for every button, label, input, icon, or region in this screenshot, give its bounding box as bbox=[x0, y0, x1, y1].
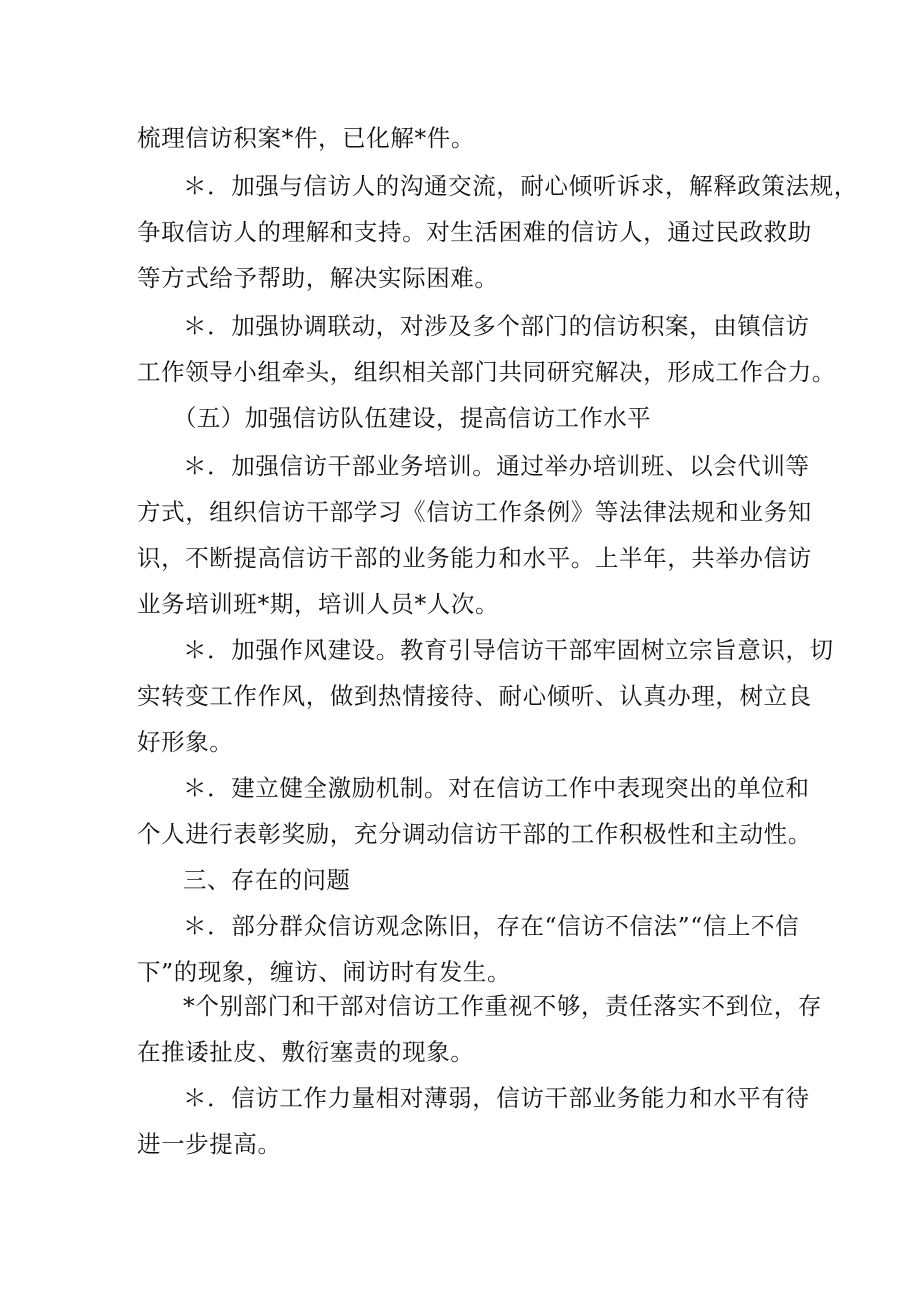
body-line: 识，不断提高信访干部的业务能力和水平。上半年，共举办信访 bbox=[137, 544, 812, 572]
paragraph-line: ＊．部分群众信访观念陈旧，存在“信访不信法”“信上不信 bbox=[183, 912, 800, 940]
body-line: 实转变工作作风，做到热情接待、耐心倾听、认真办理，树立良 bbox=[137, 682, 812, 710]
body-line: 进一步提高。 bbox=[137, 1130, 282, 1158]
body-line: 争取信访人的理解和支持。对生活困难的信访人，通过民政救助 bbox=[137, 218, 812, 246]
paragraph-line: ＊．加强作风建设。教育引导信访干部牢固树立宗旨意识，切 bbox=[183, 636, 834, 664]
paragraph-line: ＊．加强信访干部业务培训。通过举办培训班、以会代训等 bbox=[183, 452, 810, 480]
body-line: 方式，组织信访干部学习《信访工作条例》等法律法规和业务知 bbox=[137, 498, 812, 526]
paragraph-line: *个别部门和干部对信访工作重视不够，责任落实不到位，存 bbox=[183, 992, 822, 1020]
paragraph-line: ＊．加强协调联动，对涉及多个部门的信访积案，由镇信访 bbox=[183, 312, 810, 340]
body-line: 个人进行表彰奖励，充分调动信访干部的工作积极性和主动性。 bbox=[137, 820, 812, 848]
body-line: 下”的现象，缠访、闹访时有发生。 bbox=[137, 958, 512, 986]
body-line: 等方式给予帮助，解决实际困难。 bbox=[137, 264, 499, 292]
body-line: 在推诿扯皮、敷衍塞责的现象。 bbox=[137, 1038, 475, 1066]
body-line: 工作领导小组牵头，组织相关部门共同研究解决，形成工作合力。 bbox=[137, 358, 836, 386]
section-heading: 三、存在的问题 bbox=[183, 866, 351, 894]
body-line: 业务培训班*期，培训人员*人次。 bbox=[137, 590, 500, 618]
paragraph-line: ＊．信访工作力量相对薄弱，信访干部业务能力和水平有待 bbox=[183, 1084, 810, 1112]
section-heading: （五）加强信访队伍建设，提高信访工作水平 bbox=[173, 404, 651, 432]
body-line: 梳理信访积案*件，已化解*件。 bbox=[137, 124, 475, 152]
body-line: 好形象。 bbox=[137, 728, 234, 756]
paragraph-line: ＊．建立健全激励机制。对在信访工作中表现突出的单位和 bbox=[183, 774, 810, 802]
paragraph-line: ＊．加强与信访人的沟通交流，耐心倾听诉求，解释政策法规， bbox=[183, 172, 858, 200]
